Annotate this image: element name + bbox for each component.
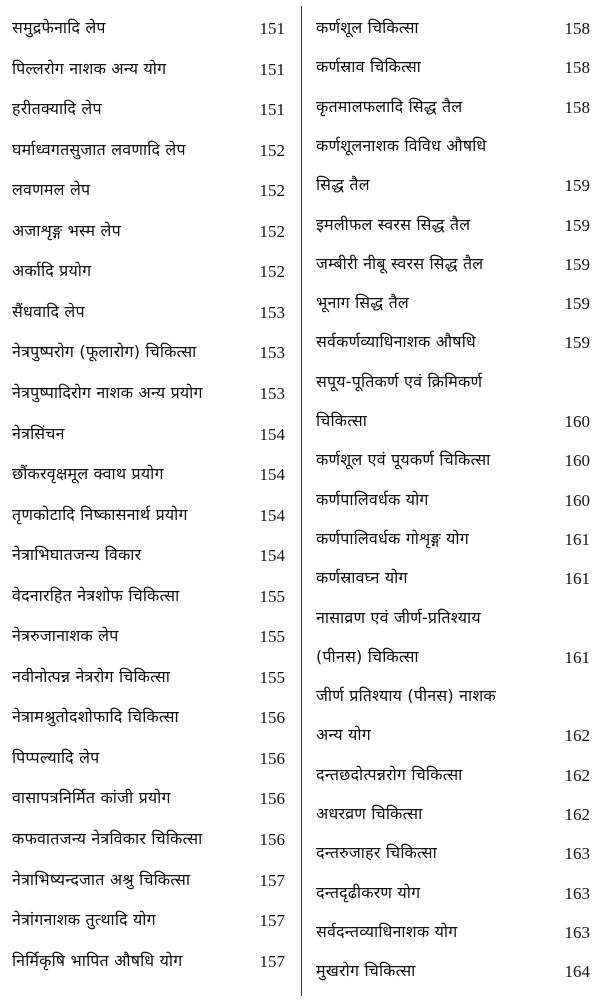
toc-entry-page-number: 160 [564, 411, 590, 431]
toc-entry-title-line: कर्णशूल एवं पूयकर्ण चिकित्सा [316, 450, 491, 470]
toc-entry-title-line: (पीनस) चिकित्सा [316, 646, 419, 666]
toc-entry-page-number: 163 [564, 883, 590, 903]
toc-entry [305, 843, 600, 882]
toc-entry-title-line: नासाव्रण एवं जीर्ण-प्रतिश्याय [316, 607, 481, 627]
toc-entry-title: अजाशृङ्ग भस्म लेप [12, 220, 121, 240]
toc-entry-page-number: 162 [564, 765, 590, 785]
toc-entry-title-line: दन्तरुजाहर चिकित्सा [316, 843, 437, 863]
toc-entry-page-number: 159 [564, 215, 590, 235]
toc-entry-title: हरीतक्यादि लेप [12, 99, 102, 119]
toc-entry [0, 586, 300, 626]
toc-entry [305, 332, 600, 371]
toc-entry-title: नेत्राभिष्यन्दजात अश्रु चिकित्सा [12, 869, 191, 889]
toc-entry-title-line: कर्णस्राव चिकित्सा [316, 57, 422, 77]
toc-entry-page-number: 151 [259, 100, 285, 120]
toc-entry [0, 829, 300, 869]
toc-entry [305, 254, 600, 293]
toc-entry-page-number: 154 [259, 424, 285, 444]
toc-entry-title: कफवातजन्य नेत्रविकार चिकित्सा [12, 829, 203, 848]
toc-entry [305, 529, 600, 568]
toc-entry-title: लवणमल लेप [12, 180, 91, 200]
toc-entry [0, 342, 300, 382]
toc-entry [0, 707, 300, 747]
toc-entry-page-number: 156 [259, 830, 285, 849]
toc-entry-title-line: कर्णशूल चिकित्सा [316, 18, 419, 37]
toc-entry-page-number: 152 [259, 262, 285, 282]
toc-entry-title-line: दन्तदृढीकरण योग [316, 882, 421, 902]
toc-entry [0, 667, 300, 707]
toc-entry-title: नेत्रपुष्परोग (फूलारोग) चिकित्सा [12, 342, 197, 362]
toc-entry-title-line: जीर्ण प्रतिश्याय (पीनस) नाशक [316, 686, 496, 706]
toc-entry-page-number: 163 [564, 844, 590, 864]
toc-entry-page-number: 164 [564, 962, 590, 982]
toc-entry [305, 686, 600, 765]
toc-entry-page-number: 162 [564, 805, 590, 824]
toc-entry [305, 922, 600, 961]
toc-entry-title-line: कर्णस्रावघ्न योग [316, 568, 408, 588]
toc-entry [305, 568, 600, 607]
toc-entry [305, 883, 600, 922]
toc-entry-title: नेत्राभिघातजन्य विकार [12, 545, 142, 565]
toc-entry [305, 490, 600, 529]
toc-entry-title: नवीनोत्पन्न नेत्ररोग चिकित्सा [12, 666, 171, 686]
toc-entry-page-number: 163 [564, 922, 590, 942]
toc-entry-page-number: 152 [259, 181, 285, 201]
toc-entry [0, 788, 300, 828]
toc-entry [0, 302, 300, 342]
toc-entry-title-line: अधरव्रण चिकित्सा [316, 804, 423, 823]
toc-entry [0, 626, 300, 666]
toc-entry [305, 608, 600, 687]
toc-entry [305, 961, 600, 1000]
toc-entry [0, 545, 300, 585]
toc-entry-page-number: 157 [259, 911, 285, 931]
toc-entry-title-line: सिद्ध तैल [316, 175, 370, 195]
toc-entry-page-number: 152 [259, 140, 285, 160]
toc-entry [0, 505, 300, 545]
toc-entry [305, 18, 600, 57]
toc-entry-title: तृणकोटादि निष्कासनार्थ प्रयोग [12, 504, 188, 524]
toc-entry-page-number: 160 [564, 490, 590, 510]
toc-entry-title-line: सपूय-पूतिकर्ण एवं क्रिमिकर्ण [316, 371, 483, 391]
toc-entry-title: वासापत्रनिर्मित कांजी प्रयोग [12, 788, 171, 808]
toc-entry [0, 59, 300, 99]
toc-entry-title-line: भूनाग सिद्ध तैल [316, 293, 409, 313]
toc-entry [0, 261, 300, 301]
toc-entry-title: नेत्ररुजानाशक लेप [12, 626, 119, 646]
toc-entry-title: नेत्रांगनाशक तुत्थादि योग [12, 910, 156, 930]
toc-entry [0, 748, 300, 788]
toc-entry-title: वेदनारहित नेत्रशोफ चिकित्सा [12, 585, 180, 605]
column-divider [301, 6, 302, 996]
toc-entry-title: निर्मिकृषि भापित औषधि योग [12, 950, 183, 970]
toc-entry [305, 372, 600, 451]
toc-entry-title-line: दन्तछदोत्पन्नरोग चिकित्सा [316, 764, 463, 784]
toc-entry-page-number: 153 [259, 383, 285, 403]
toc-entry-title: नेत्रसिंचन [12, 423, 65, 443]
toc-entry-page-number: 159 [564, 333, 590, 353]
toc-entry-title-line: जम्बीरी नीबू स्वरस सिद्ध तैल [316, 253, 484, 273]
toc-entry [0, 221, 300, 261]
toc-entry-title-line: कृतमालफलादि सिद्ध तैल [316, 96, 463, 116]
toc-entry-page-number: 154 [259, 465, 285, 485]
toc-entry-title: पिप्पल्यादि लेप [12, 747, 100, 767]
toc-entry-title: पिल्लरोग नाशक अन्य योग [12, 58, 167, 78]
toc-entry [305, 97, 600, 136]
toc-entry-page-number: 162 [564, 726, 590, 746]
toc-entry [0, 424, 300, 464]
toc-entry-page-number: 155 [259, 627, 285, 647]
toc-entry [0, 910, 300, 950]
toc-entry-title-line: सर्वकर्णव्याधिनाशक औषधि [316, 332, 476, 352]
toc-entry [305, 804, 600, 843]
toc-entry-page-number: 159 [564, 254, 590, 274]
toc-right-column [305, 0, 600, 1005]
toc-entry [0, 18, 300, 58]
toc-entry-page-number: 156 [259, 708, 285, 728]
toc-entry-page-number: 156 [259, 748, 285, 768]
toc-entry-page-number: 159 [564, 294, 590, 314]
toc-entry-title-line: चिकित्सा [316, 410, 368, 430]
toc-entry-title-line: इमलीफल स्वरस सिद्ध तैल [316, 214, 471, 234]
toc-entry-page-number: 161 [564, 529, 590, 549]
toc-entry-page-number: 161 [564, 569, 590, 589]
toc-entry-page-number: 151 [259, 19, 285, 38]
toc-entry [305, 215, 600, 254]
toc-entry-page-number: 155 [259, 586, 285, 606]
toc-entry [305, 136, 600, 215]
toc-entry-title-line: कर्णशूलनाशक विविध औषधि [316, 135, 487, 155]
toc-entry [0, 383, 300, 423]
toc-entry-title: घर्माध्वगतसुजात लवणादि लेप [12, 139, 186, 159]
toc-entry-title-line: कर्णपालिवर्धक गोशृङ्ग योग [316, 528, 469, 548]
toc-entry-page-number: 153 [259, 343, 285, 363]
toc-entry-page-number: 154 [259, 505, 285, 525]
toc-entry-title-line: मुखरोग चिकित्सा [316, 961, 416, 981]
toc-entry [0, 180, 300, 220]
toc-entry-page-number: 158 [564, 58, 590, 78]
toc-entry-page-number: 153 [259, 302, 285, 322]
toc-entry [305, 57, 600, 96]
toc-entry-page-number: 158 [564, 19, 590, 38]
toc-entry-page-number: 160 [564, 451, 590, 471]
toc-entry-page-number: 155 [259, 667, 285, 687]
toc-entry-page-number: 157 [259, 870, 285, 890]
toc-entry-title-line: सर्वदन्तव्याधिनाशक योग [316, 921, 458, 941]
toc-entry [305, 765, 600, 804]
toc-entry-page-number: 154 [259, 546, 285, 566]
toc-entry-page-number: 157 [259, 951, 285, 971]
toc-entry-page-number: 161 [564, 647, 590, 667]
toc-entry-title: समुद्रफेनादि लेप [12, 18, 106, 37]
toc-entry-title: नेत्रामश्रुतोदशोफादि चिकित्सा [12, 707, 179, 727]
toc-entry [0, 870, 300, 910]
toc-entry [0, 99, 300, 139]
toc-entry [305, 293, 600, 332]
toc-entry [305, 450, 600, 489]
toc-entry [0, 464, 300, 504]
toc-entry-title: नेत्रपुष्पादिरोग नाशक अन्य प्रयोग [12, 382, 203, 402]
toc-entry [0, 140, 300, 180]
toc-entry-title: अर्कादि प्रयोग [12, 261, 92, 281]
toc-entry-title-line: अन्य योग [316, 725, 371, 745]
toc-entry-page-number: 152 [259, 221, 285, 241]
toc-entry [0, 951, 300, 991]
toc-entry-page-number: 151 [259, 59, 285, 79]
toc-entry-page-number: 158 [564, 97, 590, 117]
toc-entry-page-number: 156 [259, 789, 285, 809]
toc-entry-title: सैंधवादि लेप [12, 301, 85, 321]
toc-entry-title-line: कर्णपालिवर्धक योग [316, 489, 429, 509]
toc-entry-page-number: 159 [564, 176, 590, 196]
toc-entry-title: छौंकरवृक्षमूल क्वाथ प्रयोग [12, 464, 164, 484]
